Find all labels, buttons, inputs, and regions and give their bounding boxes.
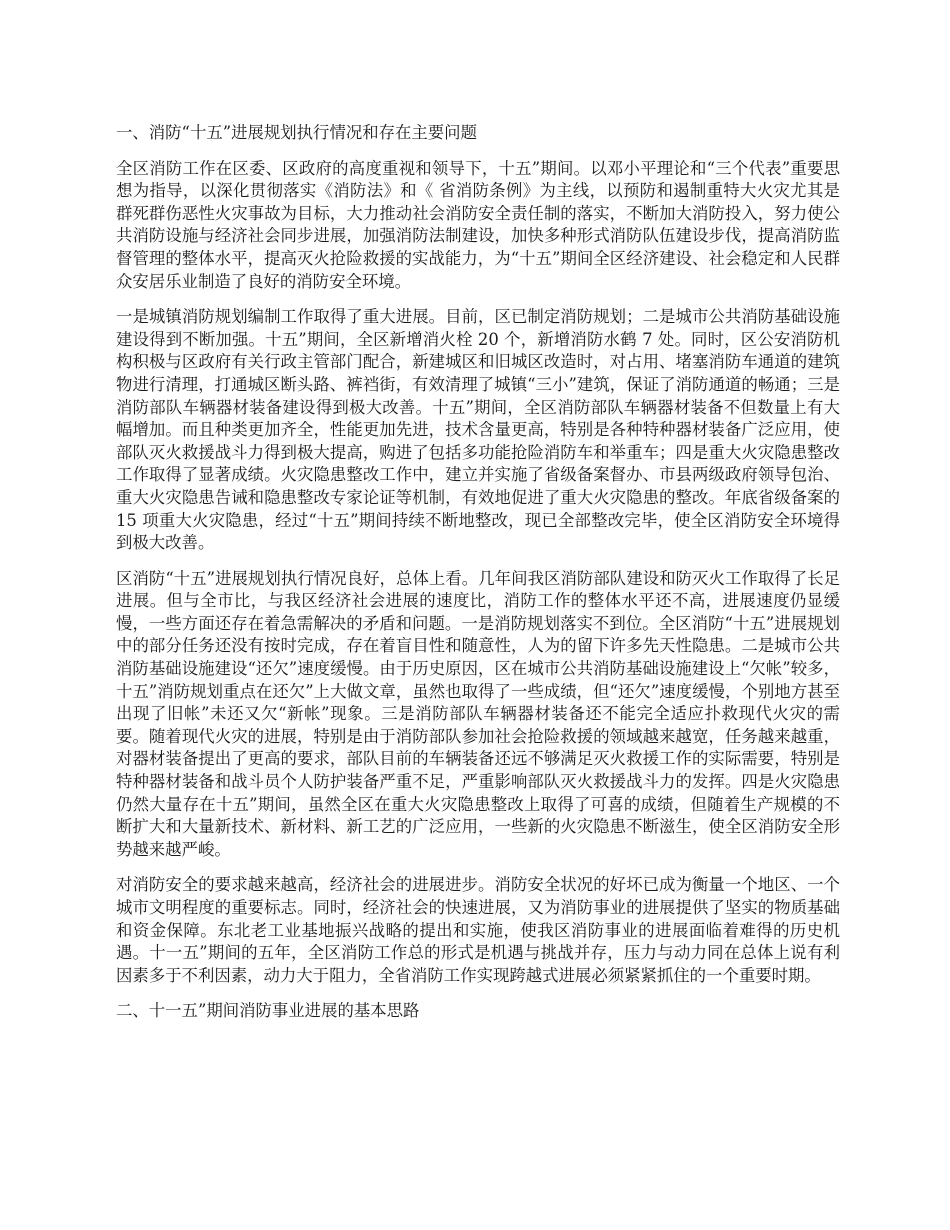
document-page	[116, 122, 840, 1036]
section-heading-2: 二、十一五”期间消防事业进展的基本思路	[116, 1001, 420, 1021]
paragraph-overview: 全区消防工作在区委、区政府的高度重视和领导下，十五”期间。以邓小平理论和“三个代表”重要思想为指导，以深化贯彻落实《消防法》和《 省消防条例》为主线，以预防和遏制重特大火灾尤其是群死群伤恶性火灾事故为目标，大力推动社会消防安全责任制的落实，不断加大消防投入，努力使公共消防设施与经济社会同步进展，加强消防法制建设，加快多种形式消防队伍建设步伐，提高消防监督管理的整体水平，提高灭火抢险救援的实战能力，为“十五”期间全区经济建设、社会稳定和人民群众安居乐业制造了良好的消防安全环境。	[116, 158, 840, 291]
section-heading-1: 一、消防“十五”进展规划执行情况和存在主要问题	[116, 123, 477, 142]
paragraph-opportunities: 对消防安全的要求越来越高，经济社会的进展进步。消防安全状况的好坏已成为衡量一个地区、一个城市文明程度的重要标志。同时，经济社会的快速进展，又为消防事业的进展提供了坚实的物质基础和资金保障。东北老工业基地振兴战略的提出和实施，使我区消防事业的进展面临着难得的历史机遇。十一五”期间的五年，全区消防工作总的形式是机遇与挑战并存，压力与动力同在总体上说有利因素多于不利因素，动力大于阻力，全省消防工作实现跨越式进展必须紧紧抓住的一个重要时期。	[116, 875, 840, 985]
paragraph-achievements: 一是城镇消防规划编制工作取得了重大进展。目前，区已制定消防规划；二是城市公共消防基础设施建设得到不断加强。十五”期间，全区新增消火栓 20 个，新增消防水鹤 7 处。同时，区公安消防机构积极与区政府有关行政主管部门配合，新建城区和旧城区改造时，对占用、堵塞消防车通道的建筑物进行清理，打通城区断头路、裤裆街，有效清理了城镇“三小”建筑，保证了消防通道的畅通；三是消防部队车辆器材装备建设得到极大改善。十五”期间，全区消防部队车辆器材装备不但数量上有大幅增加。而且种类更加齐全，性能更加先进，技术含量更高，特别是各种特种器材装备广泛应用，使部队灭火救援战斗力得到极大提高，购进了包括多功能抢险消防车和举重车；四是重大火灾隐患整改工作取得了显著成绩。火灾隐患整改工作中，建立并实施了省级备案督办、市县两级政府领导包治、重大火灾隐患告诫和隐患整改专家论证等机制，有效地促进了重大火灾隐患的整改。年底省级备案的 15 项重大火灾隐患，经过“十五”期间持续不断地整改，现已全部整改完毕，使全区消防安全环境得到极大改善。	[116, 307, 840, 553]
paragraph-problems: 区消防“十五”进展规划执行情况良好，总体上看。几年间我区消防部队建设和防灭火工作取得了长足进展。但与全市比，与我区经济社会进展的速度比，消防工作的整体水平还不高，进展速度仍显缓慢，一些方面还存在着急需解决的矛盾和问题。一是消防规划落实不到位。全区消防“十五”进展规划中的部分任务还没有按时完成，存在着盲目性和随意性，人为的留下许多先天性隐患。二是城市公共消防基础设施建设“还欠”速度缓慢。由于历史原因，区在城市公共消防基础设施建设上“欠帐”较多，十五”消防规划重点在还欠”上大做文章，虽然也取得了一些成绩，但“还欠”速度缓慢，个别地方甚至出现了旧帐”未还又欠“新帐”现象。三是消防部队车辆器材装备还不能完全适应扑救现代火灾的需要。随着现代火灾的进展，特别是由于消防部队参加社会抢险救援的领域越来越宽，任务越来越重，对器材装备提出了更高的要求，部队目前的车辆装备还远不够满足灭火救援工作的实际需要，特别是特种器材装备和战斗员个人防护装备严重不足，严重影响部队灭火救援战斗力的发挥。四是火灾隐患仍然大量存在十五”期间，虽然全区在重大火灾隐患整改上取得了可喜的成绩，但随着生产规模的不断扩大和大量新技术、新材料、新工艺的广泛应用，一些新的火灾隐患不断滋生，使全区消防安全形势越来越严峻。	[116, 568, 840, 859]
